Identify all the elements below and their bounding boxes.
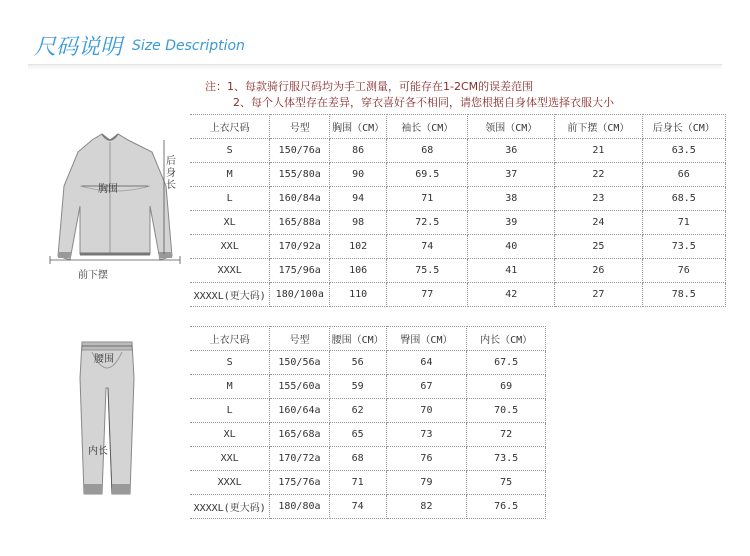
table-cell: 98 — [330, 211, 387, 235]
table-cell: 79 — [386, 471, 467, 495]
table-cell: 68 — [387, 139, 468, 163]
column-header: 号型 — [270, 327, 329, 351]
table-cell: 71 — [329, 471, 386, 495]
table-row — [190, 375, 546, 399]
table-cell: 23 — [555, 187, 642, 211]
table-cell: 36 — [468, 139, 555, 163]
table-cell: XXXXL(更大码) — [190, 495, 270, 519]
note-line-2: 2、每个人体型存在差异，穿衣喜好各不相同，请您根据自身体型选择衣服大小 — [233, 96, 614, 109]
table-cell: 65 — [329, 423, 386, 447]
table-cell: 165/68a — [270, 423, 329, 447]
table-cell: 67.5 — [467, 351, 546, 375]
table-cell: 76 — [386, 447, 467, 471]
table-cell: XXXL — [190, 471, 270, 495]
table-cell: 150/56a — [270, 351, 329, 375]
table-row — [190, 423, 546, 447]
column-header: 领围（CM） — [468, 115, 555, 139]
table-cell: 175/96a — [270, 259, 330, 283]
table-cell: 39 — [468, 211, 555, 235]
table-cell: 155/60a — [270, 375, 329, 399]
table-cell: 170/72a — [270, 447, 329, 471]
table-cell: 63.5 — [642, 139, 725, 163]
table-cell: 64 — [386, 351, 467, 375]
table-cell: XXXXL(更大码) — [190, 283, 270, 307]
table-cell: 26 — [555, 259, 642, 283]
table-cell: 74 — [329, 495, 386, 519]
table-cell: 24 — [555, 211, 642, 235]
table-row — [190, 163, 726, 187]
table-row — [190, 139, 726, 163]
table-cell: 110 — [330, 283, 387, 307]
note-line-1: 注：1、每款骑行服尺码均为手工测量，可能存在1-2CM的误差范围 — [205, 80, 534, 93]
table-cell: XXL — [190, 235, 270, 259]
table-header-row — [190, 115, 726, 139]
column-header: 胸围（CM） — [330, 115, 387, 139]
table-cell: 67 — [386, 375, 467, 399]
table-cell: 82 — [386, 495, 467, 519]
table-cell: 59 — [329, 375, 386, 399]
table-cell: 56 — [329, 351, 386, 375]
table-row — [190, 351, 546, 375]
table-cell: 74 — [387, 235, 468, 259]
label-front-hem: 前下摆 — [78, 270, 108, 281]
table-cell: 94 — [330, 187, 387, 211]
table-cell: 160/64a — [270, 399, 329, 423]
jersey-size-table — [190, 114, 726, 307]
table-cell: 155/80a — [270, 163, 330, 187]
table-cell: 78.5 — [642, 283, 725, 307]
table-cell: M — [190, 163, 270, 187]
table-row — [190, 211, 726, 235]
table-row — [190, 259, 726, 283]
label-back-length: 后身长 — [166, 156, 176, 191]
table-row — [190, 495, 546, 519]
table-cell: 165/88a — [270, 211, 330, 235]
table-cell: 75 — [467, 471, 546, 495]
table-cell: M — [190, 375, 270, 399]
table-cell: 71 — [642, 211, 725, 235]
table-cell: 37 — [468, 163, 555, 187]
table-cell: 170/92a — [270, 235, 330, 259]
table-cell: 62 — [329, 399, 386, 423]
table-header-row — [190, 327, 546, 351]
table-cell: 77 — [387, 283, 468, 307]
column-header: 上衣尺码 — [190, 115, 270, 139]
table-cell: L — [190, 399, 270, 423]
table-row — [190, 399, 546, 423]
table-cell: 180/80a — [270, 495, 329, 519]
table-cell: 70 — [386, 399, 467, 423]
label-inseam: 内长 — [88, 446, 108, 457]
column-header: 臀围（CM） — [386, 327, 467, 351]
table-cell: S — [190, 139, 270, 163]
table-cell: 66 — [642, 163, 725, 187]
table-cell: 73.5 — [467, 447, 546, 471]
table-cell: XXL — [190, 447, 270, 471]
column-header: 上衣尺码 — [190, 327, 270, 351]
pants-size-table — [190, 326, 546, 519]
table-cell: 106 — [330, 259, 387, 283]
table-cell: 71 — [387, 187, 468, 211]
table-cell: 68 — [329, 447, 386, 471]
table-cell: XL — [190, 211, 270, 235]
table-cell: 73 — [386, 423, 467, 447]
table-cell: 40 — [468, 235, 555, 259]
table-cell: 160/84a — [270, 187, 330, 211]
label-waist: 腰围 — [94, 354, 114, 365]
column-header: 袖长（CM） — [387, 115, 468, 139]
table-cell: 72 — [467, 423, 546, 447]
table-row — [190, 471, 546, 495]
column-header: 前下摆（CM） — [555, 115, 642, 139]
page-subtitle: Size Description — [132, 38, 245, 54]
table-cell: 70.5 — [467, 399, 546, 423]
table-cell: L — [190, 187, 270, 211]
table-cell: 21 — [555, 139, 642, 163]
table-cell: XL — [190, 423, 270, 447]
column-header: 内长（CM） — [467, 327, 546, 351]
column-header: 后身长（CM） — [642, 115, 725, 139]
jersey-figure — [40, 126, 190, 286]
title-divider — [28, 64, 722, 70]
table-cell: 69 — [467, 375, 546, 399]
table-row — [190, 235, 726, 259]
table-cell: 73.5 — [642, 235, 725, 259]
table-cell: S — [190, 351, 270, 375]
table-cell: 72.5 — [387, 211, 468, 235]
table-cell: 76 — [642, 259, 725, 283]
page-title: 尺码说明 — [34, 35, 123, 60]
table-cell: XXXL — [190, 259, 270, 283]
table-cell: 22 — [555, 163, 642, 187]
table-cell: 69.5 — [387, 163, 468, 187]
table-cell: 25 — [555, 235, 642, 259]
table-row — [190, 283, 726, 307]
table-cell: 175/76a — [270, 471, 329, 495]
column-header: 腰围（CM） — [329, 327, 386, 351]
label-chest: 胸围 — [98, 184, 118, 195]
table-cell: 68.5 — [642, 187, 725, 211]
pants-figure — [72, 338, 142, 498]
table-cell: 75.5 — [387, 259, 468, 283]
table-cell: 180/100a — [270, 283, 330, 307]
table-cell: 86 — [330, 139, 387, 163]
table-cell: 27 — [555, 283, 642, 307]
column-header: 号型 — [270, 115, 330, 139]
table-cell: 102 — [330, 235, 387, 259]
table-cell: 150/76a — [270, 139, 330, 163]
table-cell: 90 — [330, 163, 387, 187]
jersey-illustration — [40, 126, 190, 286]
table-cell: 38 — [468, 187, 555, 211]
table-cell: 42 — [468, 283, 555, 307]
table-cell: 41 — [468, 259, 555, 283]
table-cell: 76.5 — [467, 495, 546, 519]
table-row — [190, 447, 546, 471]
table-row — [190, 187, 726, 211]
